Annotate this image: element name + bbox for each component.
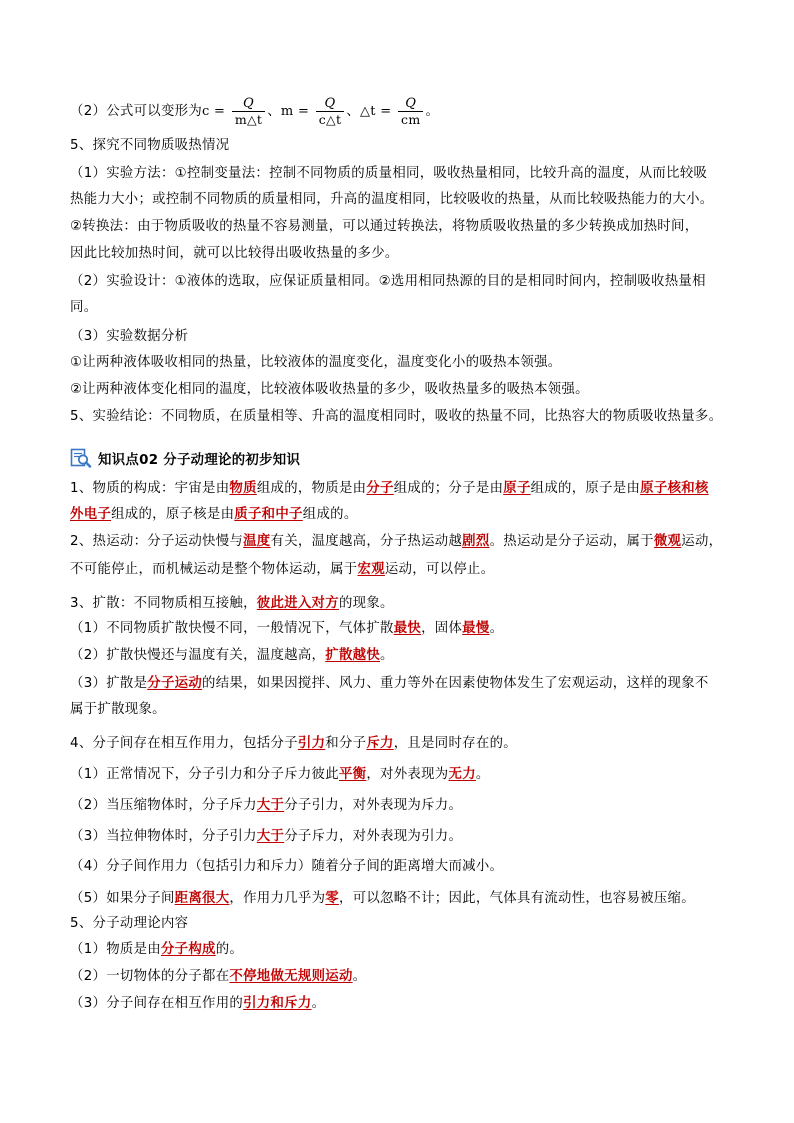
text-segment: 。 (475, 767, 490, 782)
paragraph-line: （2）实验设计：①液体的选取，应保证质量相同。②选用相同热源的目的是相同时间内，控制吸收热量相 (70, 274, 706, 289)
text-segment: cm (401, 111, 421, 127)
highlighted-keyword: 宏观 (357, 562, 385, 577)
paragraph-line (70, 619, 503, 639)
text-segment: 分子斥力，对外表现为引力。 (284, 829, 463, 844)
paragraph-line (70, 967, 366, 987)
highlighted-keyword: 大于 (256, 798, 285, 813)
paragraph-line: 热能力大小；或控制不同物质的质量相同，升高的温度相同，比较吸收的热量，从而比较吸热能力的大小。 (70, 192, 714, 207)
text-segment: ，对外表现为 (366, 767, 449, 782)
paragraph-line: 同。 (70, 300, 98, 315)
text-segment: 分子引力，对外表现为斥力。 (284, 798, 463, 813)
text-segment: 。 (311, 996, 326, 1011)
paragraph-line (70, 889, 695, 909)
text-segment: 组成的，原子是由 (530, 481, 641, 496)
paragraph-line: （4）分子间作用力（包括引力和斥力）随着分子间的距离增大而减小。 (70, 859, 504, 874)
highlighted-keyword: 距离很大 (174, 891, 230, 906)
experiment-conclusion: 5、实验结论：不同物质，在质量相等、升高的温度相同时，吸收的热量不同，比热容大的物质吸收热量多。 (70, 409, 723, 424)
text-segment: 组成的，物质是由 (256, 481, 367, 496)
text-segment: 1、物质的构成：宇宙是由 (70, 481, 230, 496)
text-segment: 、 (346, 104, 360, 119)
highlighted-keyword: 斥力 (366, 736, 394, 751)
text-segment: c△t (318, 111, 342, 127)
text-segment: （3）分子间存在相互作用的 (70, 996, 244, 1011)
highlighted-keyword: 彼此进入对方 (256, 596, 339, 611)
highlighted-keyword: 外电子 (70, 507, 112, 522)
text-segment: （2）当压缩物体时，分子斥力 (70, 798, 257, 813)
fraction-q-over-cm (398, 96, 423, 127)
paragraph-line: 因此比较加热时间，就可以比较得出吸收热量的多少。 (70, 246, 399, 261)
text-segment: ，且是同时存在的。 (393, 736, 517, 751)
text-segment: 的结果，如果因搅拌、风力、重力等外在因素使物体发生了宏观运动，这样的现象不 (202, 676, 709, 691)
section-title-kinetic-theory: 5、分子动理论内容 (70, 916, 189, 931)
paragraph-diffusion (70, 594, 394, 614)
paragraph-line (70, 796, 462, 816)
text-segment: 4、分子间存在相互作用力，包括分子 (70, 736, 298, 751)
text-segment: 2、热运动：分子运动快慢与 (70, 534, 244, 549)
knowledge-point-header (70, 447, 300, 469)
paragraph-line (70, 765, 490, 785)
text-segment: （2）一切物体的分子都在 (70, 969, 230, 984)
paragraph-thermal-motion (70, 532, 722, 552)
text-segment: 。热运动是分子运动，属于 (489, 534, 654, 549)
highlighted-keyword: 原子 (503, 481, 531, 496)
highlighted-keyword: 平衡 (338, 767, 367, 782)
text-segment: △t = (360, 104, 392, 119)
text-segment: 3、扩散：不同物质相互接触， (70, 596, 257, 611)
text-segment: （1）物质是由 (70, 942, 161, 957)
text-segment: ，可以忽略不计；因此，气体具有流动性，也容易被压缩。 (338, 891, 695, 906)
highlighted-keyword: 温度 (243, 534, 271, 549)
paragraph-line: ①让两种液体吸收相同的热量，比较液体的温度变化，温度变化小的吸热本领强。 (70, 355, 562, 370)
text-segment: ，固体 (421, 621, 463, 636)
highlighted-keyword: 大于 (256, 829, 285, 844)
paragraph-line: （3）实验数据分析 (70, 329, 189, 344)
highlighted-keyword: 最快 (393, 621, 422, 636)
text-segment: 和分子 (325, 736, 367, 751)
highlighted-keyword: 质子和中子 (234, 507, 303, 522)
text-segment: m△t (234, 111, 263, 127)
text-segment: （2）公式可以变形为 (70, 104, 203, 119)
text-segment: 不可能停止，而机械运动是整个物体运动，属于 (70, 562, 358, 577)
fraction-q-over-cdt (316, 96, 345, 127)
fraction-q-over-mdt (232, 96, 265, 127)
highlighted-keyword: 原子核和核 (640, 481, 709, 496)
text-segment: 有关，温度越高，分子热运动越 (270, 534, 463, 549)
text-segment: （3）当拉伸物体时，分子引力 (70, 829, 257, 844)
text-segment: m = (280, 104, 310, 119)
highlighted-keyword: 引力和斥力 (243, 996, 312, 1011)
paragraph-line (70, 827, 462, 847)
paragraph-line: ②让两种液体变化相同的温度，比较液体吸收热量的多少，吸收热量多的吸热本领强。 (70, 382, 589, 397)
text-segment: 。 (489, 621, 504, 636)
paragraph-matter-composition (70, 479, 709, 499)
text-segment: 的现象。 (338, 596, 394, 611)
text-segment: 的。 (215, 942, 244, 957)
text-segment: 组成的；分子是由 (393, 481, 504, 496)
text-segment: ，作用力几乎为 (229, 891, 326, 906)
highlighted-keyword: 不停地做无规则运动 (229, 969, 353, 984)
highlighted-keyword: 零 (325, 891, 339, 906)
text-segment: 组成的，原子核是由 (111, 507, 235, 522)
paragraph-line: ②转换法：由于物质吸收的热量不容易测量，可以通过转换法，将物质吸收热量的多少转换成加热时间， (70, 219, 699, 234)
highlighted-keyword: 扩散越快 (325, 648, 381, 663)
paragraph-line: 属于扩散现象。 (70, 702, 166, 717)
paragraph-line (70, 646, 394, 666)
paragraph-line (70, 940, 243, 960)
paragraph-intermolecular-force (70, 734, 517, 754)
text-segment: Q (316, 96, 345, 112)
text-segment: 、 (267, 104, 281, 119)
text-segment: 运动，可以停止。 (384, 562, 495, 577)
text-segment: 。 (352, 969, 367, 984)
highlighted-keyword: 引力 (297, 736, 326, 751)
text-segment: （3）扩散是 (70, 676, 148, 691)
text-segment: c = (202, 104, 226, 119)
text-segment: 。 (380, 648, 394, 663)
knowledge-point-title: 知识点02 分子动理论的初步知识 (98, 452, 301, 468)
highlighted-keyword: 无力 (448, 767, 476, 782)
text-segment: （1）正常情况下，分子引力和分子斥力彼此 (70, 767, 339, 782)
text-segment: （5）如果分子间 (70, 891, 175, 906)
highlighted-keyword: 物质 (229, 481, 257, 496)
text-segment: Q (398, 96, 423, 112)
highlighted-keyword: 分子 (366, 481, 394, 496)
text-segment: 运动， (681, 534, 723, 549)
highlighted-keyword: 剧烈 (462, 534, 490, 549)
section-title-explore-heat: 5、探究不同物质吸热情况 (70, 138, 230, 153)
text-segment: （1）不同物质扩散快慢不同，一般情况下，气体扩散 (70, 621, 394, 636)
magnifier-book-icon (70, 447, 92, 469)
paragraph-line (70, 505, 358, 525)
text-segment: 组成的。 (302, 507, 358, 522)
paragraph-line (70, 674, 709, 694)
text-segment: 。 (425, 104, 440, 119)
text-segment: Q (232, 96, 265, 112)
highlighted-keyword: 微观 (653, 534, 682, 549)
highlighted-keyword: 最慢 (462, 621, 490, 636)
paragraph-line (70, 994, 325, 1014)
highlighted-keyword: 分子运动 (147, 676, 203, 691)
paragraph-line (70, 560, 494, 580)
paragraph-line: （1）实验方法：①控制变量法：控制不同物质的质量相同，吸收热量相同，比较升高的温度，从而比较吸 (70, 166, 708, 181)
highlighted-keyword: 分子构成 (160, 942, 216, 957)
formula-line (70, 94, 439, 134)
text-segment: （2）扩散快慢还与温度有关，温度越高， (70, 648, 326, 663)
